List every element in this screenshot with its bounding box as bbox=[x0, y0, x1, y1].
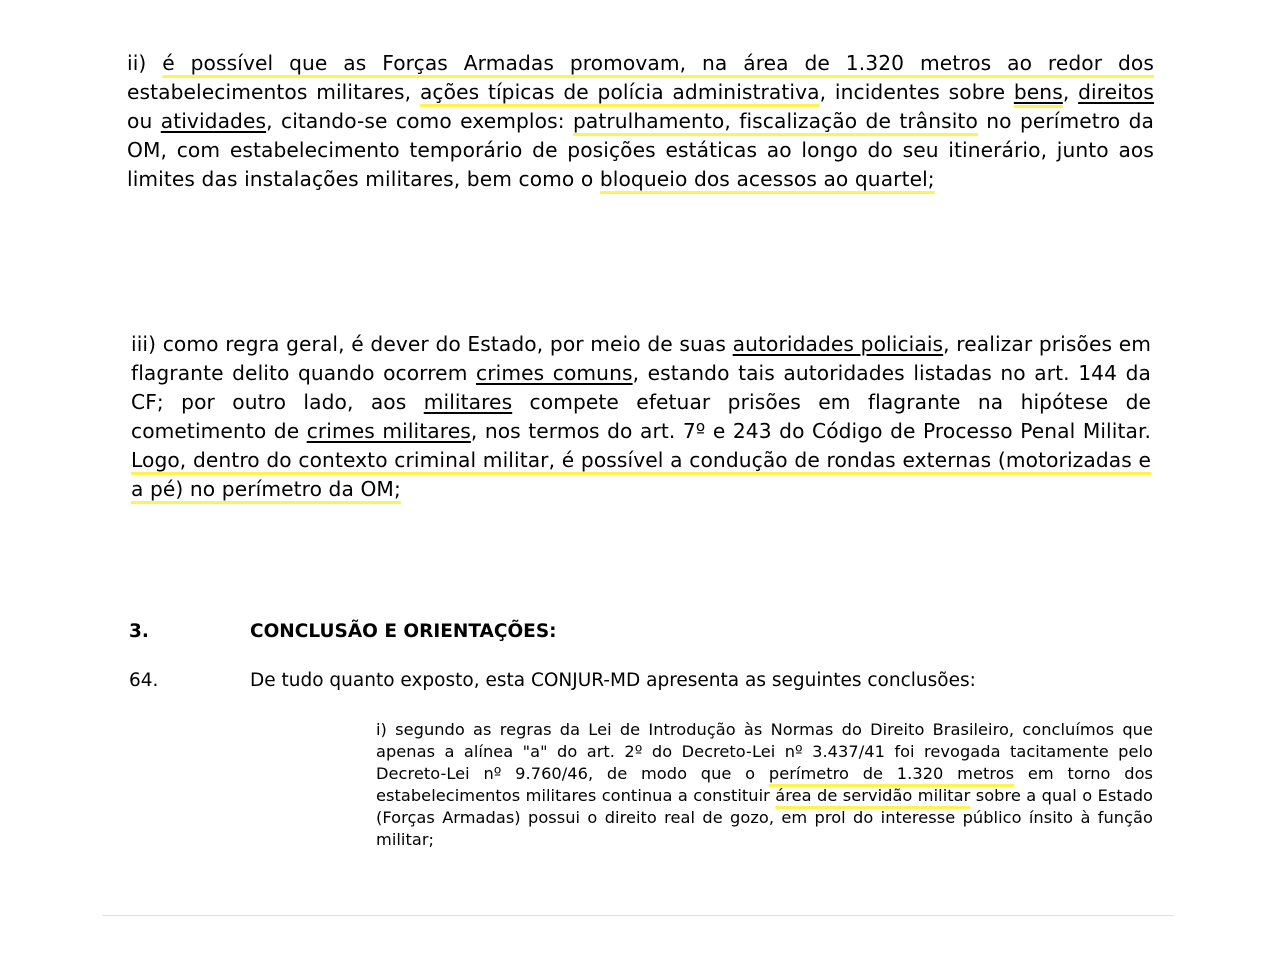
underlined-text: crimes militares bbox=[306, 419, 471, 443]
highlighted-text: patrulhamento, fiscalização de trânsito bbox=[572, 109, 978, 133]
highlighted-text: é possível que as Forças Armadas promovam, na área de 1.320 metros ao redor dos bbox=[162, 51, 1154, 75]
underlined-text: bens bbox=[1014, 80, 1063, 108]
paragraph-number: 64. bbox=[129, 670, 159, 691]
paragraph-64-text: De tudo quanto exposto, esta CONJUR-MD apresenta as seguintes conclusões: bbox=[250, 670, 976, 691]
underlined-text: atividades bbox=[160, 109, 267, 133]
paragraph-ii-text: ou bbox=[127, 109, 161, 133]
highlighted-text: área de servidão militar bbox=[775, 786, 971, 805]
paragraph-iii bbox=[131, 330, 1151, 504]
paragraph-iii-text: , nos termos do art. 7º e 243 do Código de Processo Penal Militar. bbox=[470, 419, 1152, 443]
page-divider bbox=[102, 915, 1174, 916]
underlined-text: crimes comuns bbox=[476, 361, 633, 385]
paragraph-ii-text: , incidentes sobre bbox=[819, 80, 1014, 104]
paragraph-ii bbox=[127, 49, 1154, 194]
paragraph-iii-text: , estando tais autoridades listadas no art. 144 da CF; por outro lado, aos bbox=[131, 361, 1151, 414]
conclusion-item-i bbox=[376, 719, 1153, 851]
paragraph-iii-text: compete efetuar prisões em flagrante na hipótese de cometimento de bbox=[131, 390, 1152, 443]
underlined-text: militares bbox=[423, 390, 513, 414]
conclusion-text: i) segundo as regras da Lei de Introdução às Normas do Direito Brasileiro, concluímos que apenas a alínea "a" do art. 2º do Decreto-Lei nº 3.437/41 foi revogada tacitamente pelo Decreto-Lei nº 9.760/46, de modo que o bbox=[376, 720, 1153, 783]
paragraph-iii-text: , realizar prisões em flagrante delito quando ocorrem bbox=[131, 332, 1151, 385]
paragraph-ii-text: estabelecimentos militares, bbox=[127, 80, 420, 104]
section-number: 3. bbox=[129, 621, 149, 642]
highlighted-text: perímetro de 1.320 metros bbox=[768, 764, 1015, 783]
underlined-text: direitos bbox=[1078, 80, 1154, 104]
section-title: CONCLUSÃO E ORIENTAÇÕES: bbox=[250, 621, 557, 642]
conclusion-text: sobre a qual o Estado (Forças Armadas) possui o direito real de gozo, em prol do interesse público ínsito à função militar; bbox=[376, 786, 1153, 849]
paragraph-ii-text: ii) bbox=[127, 51, 163, 75]
conclusion-text: em torno dos estabelecimentos militares continua a constituir bbox=[376, 764, 1154, 805]
paragraph-iii-text: iii) como regra geral, é dever do Estado, por meio de suas bbox=[131, 332, 733, 356]
highlighted-text: bloqueio dos acessos ao quartel; bbox=[599, 167, 935, 191]
highlighted-text: Logo, dentro do contexto criminal militar, é possível a condução de rondas externas (motorizadas e a pé) no perímetro da OM; bbox=[131, 448, 1151, 501]
underlined-text: autoridades policiais bbox=[732, 332, 944, 356]
paragraph-ii-text: no perímetro da OM, com estabelecimento temporário de posições estáticas ao longo do seu itinerário, junto aos limites das instalações militares, bem como o bbox=[127, 109, 1154, 191]
paragraph-ii-text: , bbox=[1062, 80, 1079, 104]
highlighted-text: ações típicas de polícia administrativa bbox=[419, 80, 820, 104]
paragraph-ii-text: , citando-se como exemplos: bbox=[266, 109, 573, 133]
